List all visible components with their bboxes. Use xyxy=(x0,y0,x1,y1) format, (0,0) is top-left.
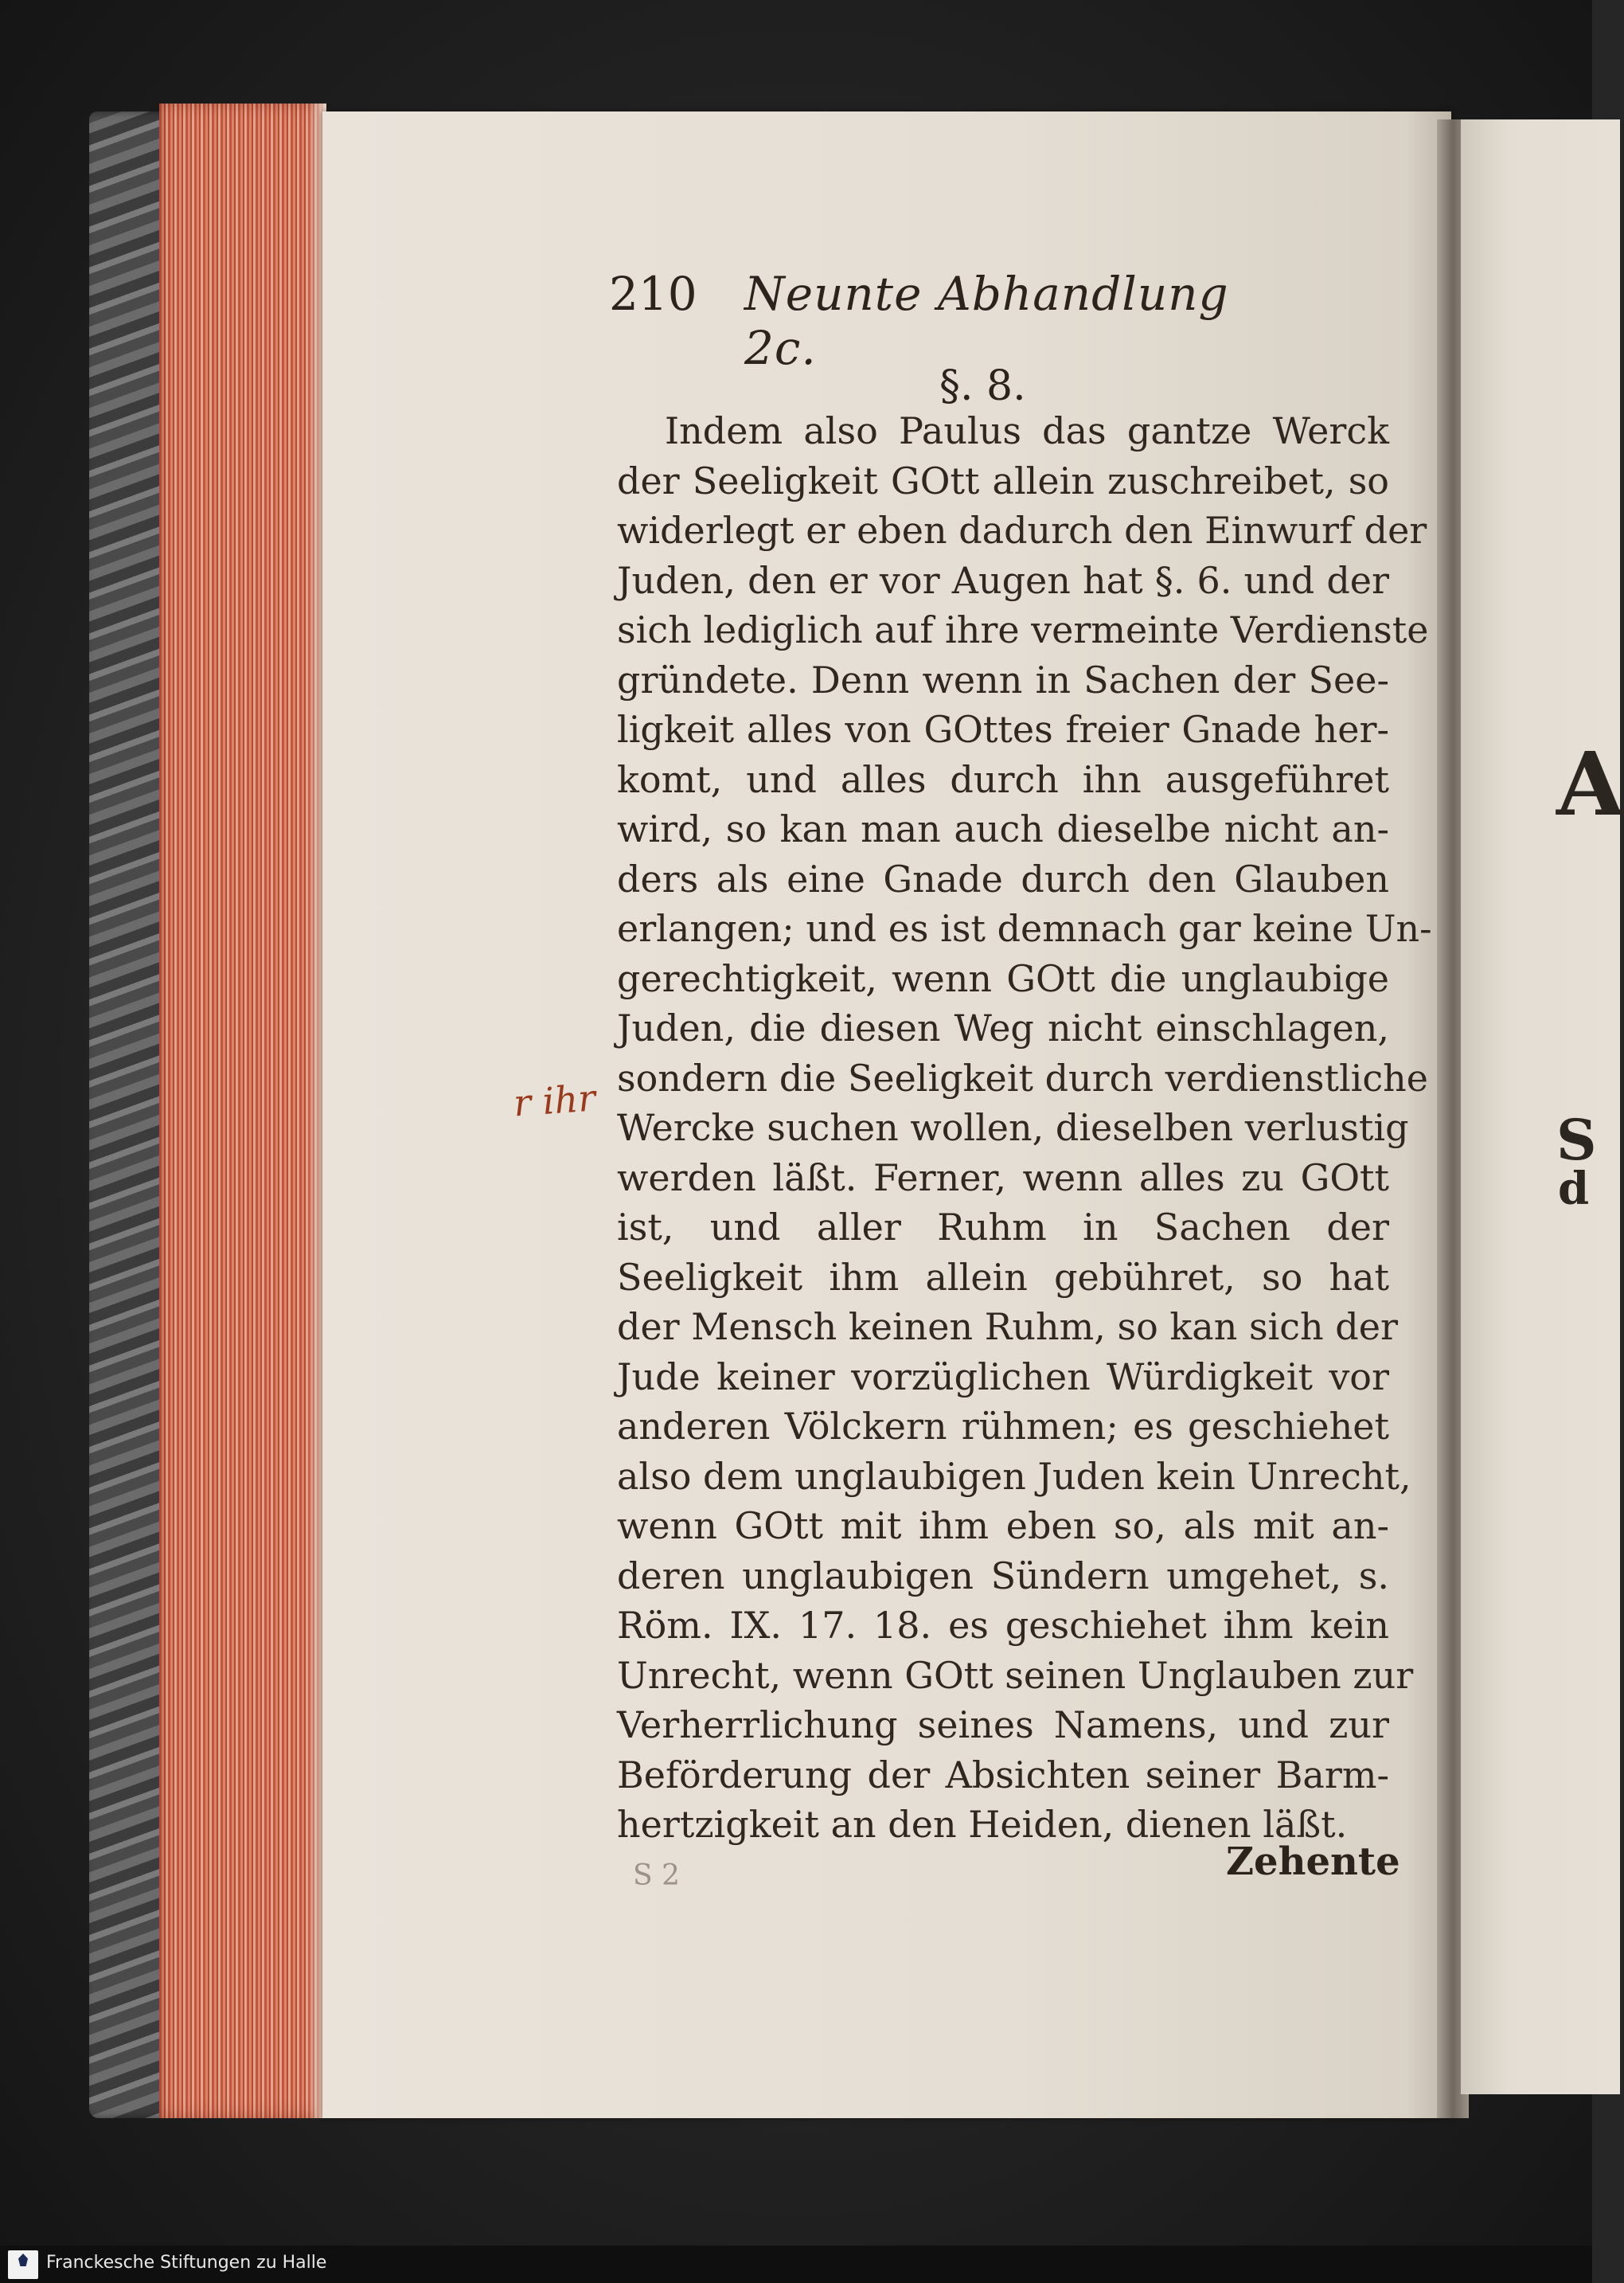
text-line: hertzigkeit an den Heiden, dienen läßt. xyxy=(617,1803,1348,1846)
text-line: widerlegt er eben dadurch den Einwurf der xyxy=(617,509,1427,552)
text-line: Röm. IX. 17. 18. es geschiehet ihm kein xyxy=(617,1604,1389,1647)
facing-page-letter: d xyxy=(1558,1163,1590,1215)
text-line: sondern die Seeligkeit durch verdienstliche xyxy=(617,1056,1428,1100)
text-line: ligkeit alles von GOttes freier Gnade her- xyxy=(617,708,1389,751)
facing-page-letter: S xyxy=(1556,1107,1597,1173)
text-line: Beförderung der Absichten seiner Barm- xyxy=(617,1753,1389,1796)
catchword: Zehente xyxy=(1226,1839,1400,1884)
text-line: wenn GOtt mit ihm eben so, als mit an- xyxy=(617,1504,1389,1547)
footer-bar xyxy=(0,2246,1592,2283)
text-line: komt, und alles durch ihn ausgeführet xyxy=(617,757,1389,801)
body-text xyxy=(617,406,1432,1850)
text-line: gerechtigkeit, wenn GOtt die unglaubige xyxy=(617,956,1389,1000)
text-line: Seeligkeit ihm allein gebühret, so hat xyxy=(617,1255,1389,1299)
text-line: deren unglaubigen Sündern umgehet, s. xyxy=(617,1554,1389,1597)
text-line: Indem also Paulus das gantze Werck xyxy=(665,409,1389,452)
text-line: Unrecht, wenn GOtt seinen Unglauben zur xyxy=(617,1653,1414,1697)
text-line: Juden, den er vor Augen hat §. 6. und der xyxy=(617,558,1389,602)
facing-page-initial: A xyxy=(1556,733,1624,835)
text-line: Wercke suchen wollen, dieselben verlustig xyxy=(617,1106,1409,1149)
running-head: Neunte Abhandlung 2c. xyxy=(744,267,1229,375)
institution-logo-icon xyxy=(8,2250,38,2279)
text-line: ist, und aller Ruhm in Sachen der xyxy=(617,1206,1389,1249)
text-line: der Seeligkeit GOtt allein zuschreibet, so xyxy=(617,459,1389,502)
footer-credit: Franckesche Stiftungen zu Halle xyxy=(46,2253,327,2273)
text-line: sich lediglich auf ihre vermeinte Verdienste xyxy=(617,608,1429,651)
right-page xyxy=(1461,119,1624,2094)
text-line: also dem unglaubigen Juden kein Unrecht, xyxy=(617,1454,1411,1498)
text-line: ders als eine Gnade durch den Glauben xyxy=(617,857,1389,901)
text-line: gründete. Denn wenn in Sachen der See- xyxy=(617,658,1389,702)
text-line: Juden, die diesen Weg nicht einschlagen, xyxy=(617,1007,1389,1050)
marginal-annotation: r ihr xyxy=(512,1076,597,1125)
page-edges xyxy=(159,104,326,2118)
text-line: Verherrlichung seines Namens, und zur xyxy=(617,1703,1389,1746)
page-number: 210 xyxy=(609,267,697,321)
text-line: Jude keiner vorzüglichen Würdigkeit vor xyxy=(617,1355,1389,1398)
faint-signature-mark: S 2 xyxy=(633,1859,681,1892)
page-header xyxy=(609,267,1270,375)
section-heading: §. 8. xyxy=(939,362,1026,410)
text-line: werden läßt. Ferner, wenn alles zu GOtt xyxy=(617,1155,1389,1199)
text-line: erlangen; und es ist demnach gar keine Un- xyxy=(617,907,1432,950)
text-line: der Mensch keinen Ruhm, so kan sich der xyxy=(617,1305,1398,1348)
text-line: anderen Völckern rühmen; es geschiehet xyxy=(617,1405,1389,1448)
text-line: wird, so kan man auch dieselbe nicht an- xyxy=(617,807,1389,850)
